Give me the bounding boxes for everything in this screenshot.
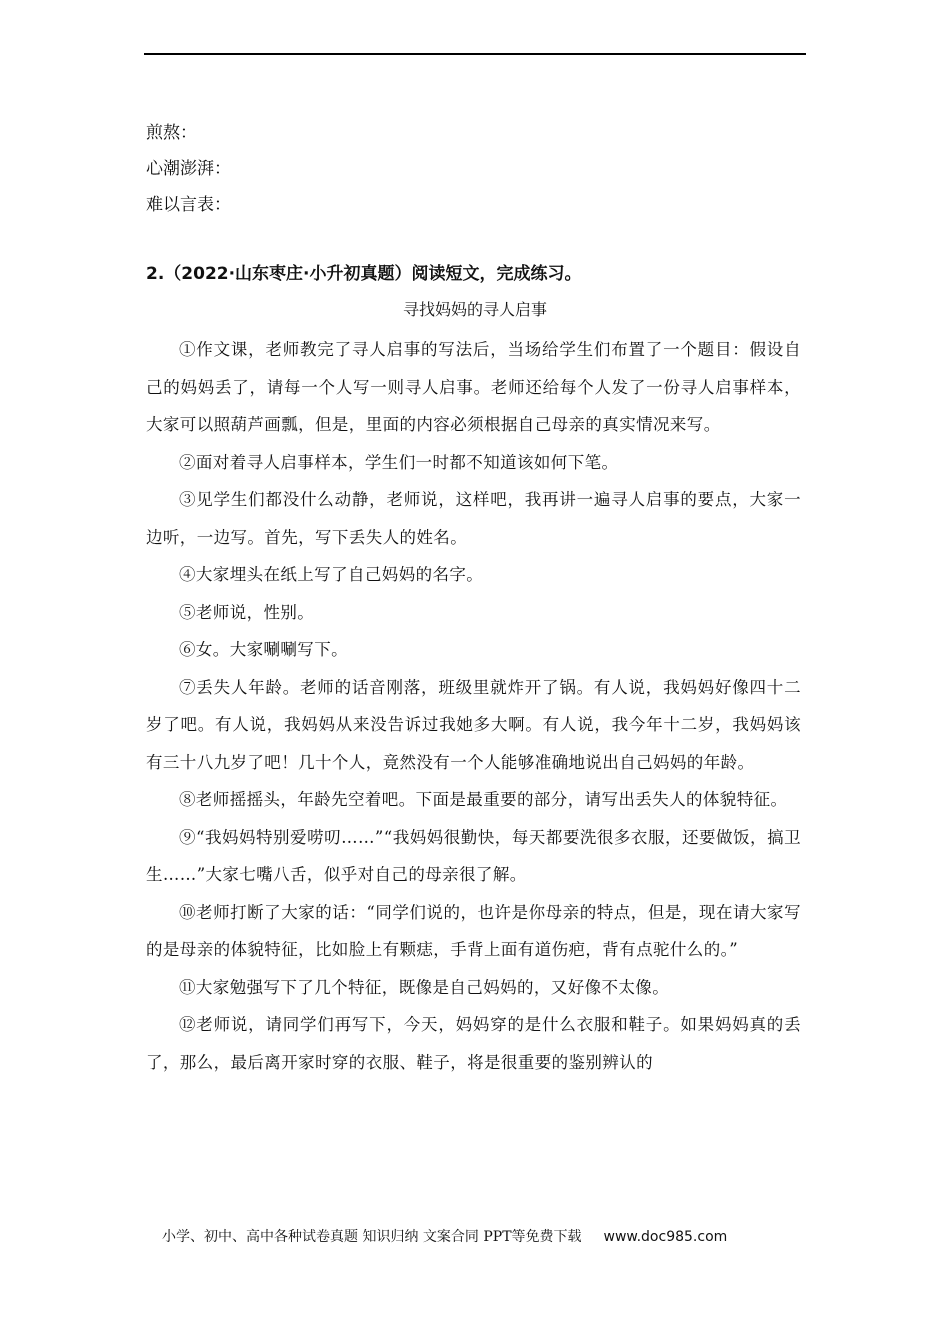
paragraph: ⑥女。大家唰唰写下。	[179, 640, 348, 659]
paragraph: ⑤老师说，性别。	[179, 602, 315, 622]
paragraph: ②面对着寻人启事样本，学生们一时都不知道该如何下笔。	[179, 452, 619, 472]
paragraph: ⑫老师说，请同学们再写下，今天，妈妈穿的是什么衣服和鞋子。如果妈妈真的丢了，那么，最后离开家时穿的衣服、鞋子，将是很重要的鉴别辨认的	[146, 1015, 801, 1072]
header-rule	[144, 53, 806, 55]
paragraph: ⑪大家勉强写下了几个特征，既像是自己妈妈的，又好像不太像。	[179, 977, 670, 997]
paragraph: ④大家埋头在纸上写了自己妈妈的名字。	[179, 565, 484, 584]
vocab-item: 难以言表：	[146, 195, 231, 215]
article-title: 寻找妈妈的寻人启事	[402, 300, 547, 319]
paragraph: ⑨“我妈妈特别爱唠叨……”“我妈妈很勤快，每天都要洗很多衣服，还要做饭，搞卫生……”大家七嘴八舌，似乎对自己的母亲很了解。	[146, 827, 801, 884]
vocab-list	[146, 115, 231, 223]
vocab-item: 煎熬：	[146, 123, 197, 143]
paragraph: ⑧老师摇摇头，年龄先空着吧。下面是最重要的部分，请写出丢失人的体貌特征。	[179, 790, 788, 809]
paragraph: ⑦丢失人年龄。老师的话音刚落，班级里就炸开了锅。有人说，我妈妈好像四十二岁了吧。有人说，我妈妈从来没告诉过我她多大啊。有人说，我今年十二岁，我妈妈该有三十八九岁了吧！几十个人，竟然没有一个人能够准确地说出自己妈妈的年龄。	[146, 677, 801, 772]
footer-text: 小学、初中、高中各种试卷真题 知识归纳 文案合同 PPT等免费下载	[162, 1229, 582, 1245]
vocab-item: 心潮澎湃：	[146, 159, 231, 179]
question-heading: 2.（2022·山东枣庄·小升初真题）阅读短文，完成练习。	[146, 264, 582, 284]
paragraph: ①作文课，老师教完了寻人启事的写法后，当场给学生们布置了一个题目：假设自己的妈妈丢了，请每一个人写一则寻人启事。老师还给每个人发了一份寻人启事样本，大家可以照葫芦画瓢，但是，里面的内容必须根据自己母亲的真实情况来写。	[146, 340, 801, 434]
paragraph: ⑩老师打断了大家的话：“同学们说的，也许是你母亲的特点，但是，现在请大家写的是母亲的体貌特征，比如脸上有颗痣，手背上面有道伤疤，背有点驼什么的。”	[146, 902, 801, 959]
paragraph: ③见学生们都没什么动静，老师说，这样吧，我再讲一遍寻人启事的要点，大家一边听，一边写。首先，写下丢失人的姓名。	[146, 490, 801, 547]
footer-url[interactable]: www.doc985.com	[603, 1229, 728, 1245]
article-body	[146, 331, 801, 1081]
page-footer	[162, 1225, 727, 1249]
